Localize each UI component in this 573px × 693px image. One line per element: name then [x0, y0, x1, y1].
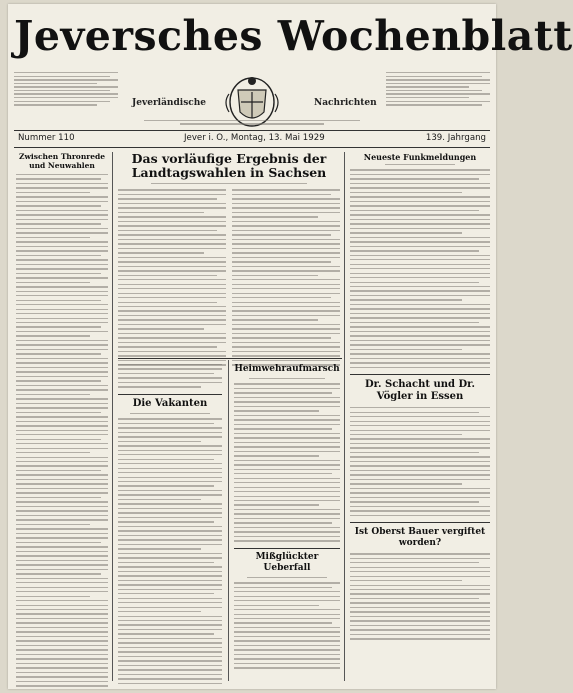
lead-story: [118, 152, 340, 366]
masthead-left-notice: [14, 72, 118, 106]
masthead-right-notice: [386, 72, 490, 106]
vakanten-headline: Die Vakanten: [132, 397, 208, 409]
lead-headline: Das vorläufige Ergebnis der Landtagswahlen in Sachsen: [131, 151, 327, 180]
left-column: [16, 152, 108, 687]
issue-volume: 139. Jahrgang: [425, 133, 486, 143]
masthead: [14, 10, 573, 128]
funkmeldungen-headline: Neueste Funkmeldungen: [363, 152, 477, 162]
ueberfall-headline: Mißglückter Ueberfall: [255, 551, 319, 573]
newspaper-page: [8, 4, 573, 689]
vakanten-column: [118, 364, 222, 684]
article-body: [16, 174, 108, 687]
subtitle-right: Nachrichten: [314, 98, 377, 108]
issue-number: Nummer 110: [18, 133, 75, 143]
heimwehr-headline: Heimwehraufmarsch: [234, 364, 340, 374]
schacht-headline: Dr. Schacht und Dr. Vögler in Essen: [364, 379, 476, 403]
bauer-headline: Ist Oberst Bauer vergiftet worden?: [354, 527, 486, 549]
lead-subheading: [118, 183, 340, 184]
newspaper-title: Jeversches Wochenblatt: [14, 12, 573, 60]
subtitle-left: Jeverländische: [132, 98, 207, 108]
article-headline: Zwischen Thronrede und Neuwahlen: [18, 152, 106, 170]
heimwehr-column: [234, 364, 340, 669]
right-column: [350, 152, 490, 640]
masthead-tagline: [132, 120, 372, 125]
issue-date: Jever i. O., Montag, 13. Mai 1929: [184, 133, 325, 143]
issue-line: [14, 132, 490, 146]
